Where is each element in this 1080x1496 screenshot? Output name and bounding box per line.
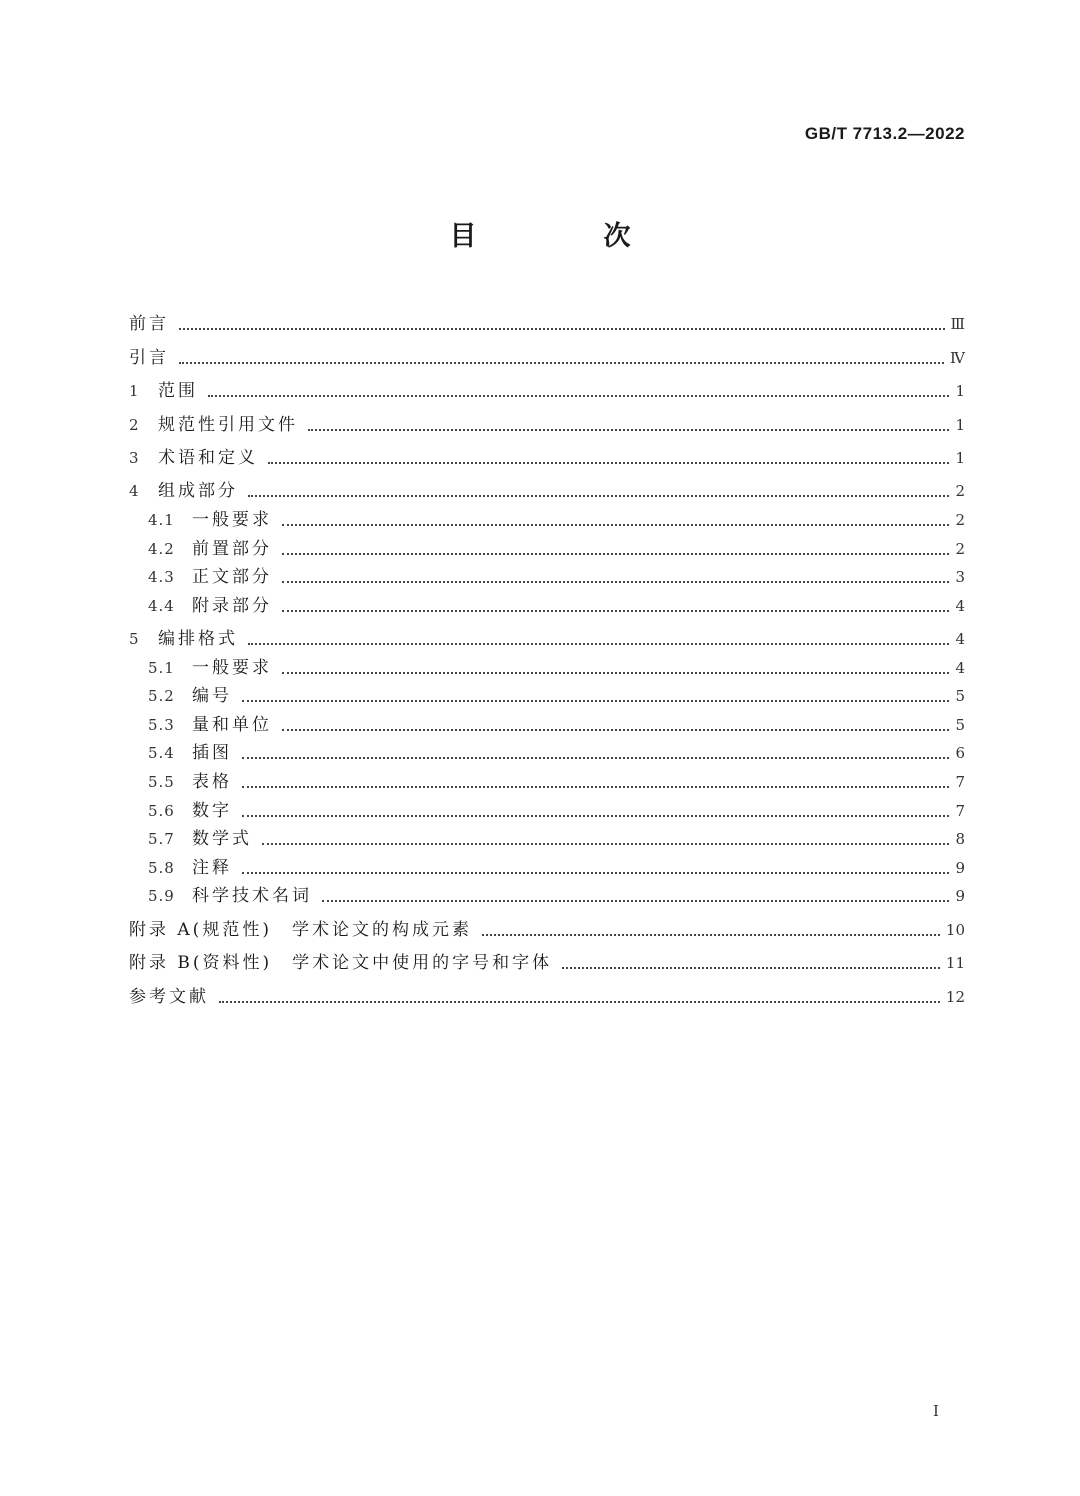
toc-dot-leader — [268, 462, 949, 464]
toc-entry[interactable] — [129, 402, 965, 435]
toc-entry-number: 4 — [129, 482, 139, 501]
toc-entry-page: 2 — [955, 482, 965, 501]
toc-entry-number: 5.5 — [148, 773, 175, 792]
toc-dot-leader — [308, 429, 949, 431]
toc-entry-label: 前置部分 — [192, 538, 272, 559]
toc-dot-leader — [242, 757, 949, 759]
toc-subentry[interactable] — [129, 764, 965, 793]
toc-entry[interactable] — [129, 469, 965, 502]
toc-dot-leader — [242, 786, 949, 788]
page-number: I — [933, 1402, 939, 1420]
toc-entry-label: 数学式 — [192, 829, 252, 850]
toc-dot-leader — [482, 934, 940, 936]
toc-entry-label: 编排格式 — [158, 629, 238, 650]
standard-code: GB/T 7713.2—2022 — [804, 124, 965, 143]
toc-entry[interactable] — [129, 436, 965, 469]
toc-dot-leader — [282, 553, 949, 555]
toc-entry[interactable] — [129, 974, 965, 1007]
toc-entry-label: 一般要求 — [192, 509, 272, 530]
toc-entry-page: 2 — [955, 510, 965, 529]
toc-dot-leader — [322, 900, 949, 902]
toc-entry-label: 附录部分 — [192, 595, 272, 616]
toc-subentry[interactable] — [129, 679, 965, 708]
toc-entry-number: 5.6 — [148, 801, 175, 820]
toc-entry-label: 正文部分 — [192, 567, 272, 588]
toc-entry-number: 5.8 — [148, 858, 175, 877]
toc-entry-label: 科学技术名词 — [192, 886, 312, 907]
page-title: 目 次 — [449, 221, 681, 252]
toc-entry-page: 11 — [945, 954, 965, 973]
toc-entry-label: 参考文献 — [129, 986, 209, 1007]
toc-subentry[interactable] — [129, 707, 965, 736]
toc-dot-leader — [179, 328, 945, 330]
toc-entry-label: 前言 — [129, 314, 169, 335]
toc-dot-leader — [262, 843, 949, 845]
toc-entry-number: 4.2 — [148, 539, 175, 558]
toc-entry-page: 6 — [955, 744, 965, 763]
table-of-contents — [129, 302, 965, 1008]
toc-entry-number: 5 — [129, 630, 139, 649]
toc-entry-page: 1 — [955, 415, 965, 434]
toc-entry-label: 数字 — [192, 800, 232, 821]
toc-entry-number: 5.2 — [148, 687, 175, 706]
toc-entry-label: 表格 — [192, 772, 232, 793]
toc-entry-page: Ⅳ — [950, 348, 965, 367]
toc-entry-label: 范围 — [158, 381, 198, 402]
toc-entry-page: 9 — [955, 887, 965, 906]
toc-entry-page: Ⅲ — [950, 315, 965, 334]
toc-entry-number: 1 — [129, 382, 139, 401]
toc-subentry[interactable] — [129, 793, 965, 822]
toc-subentry[interactable] — [129, 736, 965, 765]
toc-dot-leader — [242, 700, 949, 702]
toc-entry-label: 编号 — [192, 686, 232, 707]
toc-entry-number: 4.4 — [148, 596, 175, 615]
toc-entry-page: 1 — [955, 382, 965, 401]
toc-subentry[interactable] — [129, 531, 965, 560]
toc-entry-page: 1 — [955, 448, 965, 467]
toc-entry-page: 7 — [955, 801, 965, 820]
toc-entry-number: 3 — [129, 448, 139, 467]
toc-subentry[interactable] — [129, 822, 965, 851]
toc-dot-leader — [248, 643, 949, 645]
toc-dot-leader — [179, 362, 944, 364]
toc-dot-leader — [242, 872, 949, 874]
toc-entry-page: 5 — [955, 715, 965, 734]
toc-entry-label: 附录 A(规范性) 学术论文的构成元素 — [129, 919, 472, 940]
toc-entry-label: 注释 — [192, 857, 232, 878]
toc-subentry[interactable] — [129, 850, 965, 879]
toc-dot-leader — [282, 729, 949, 731]
toc-entry-page: 3 — [955, 568, 965, 587]
toc-entry[interactable] — [129, 335, 965, 368]
toc-dot-leader — [562, 967, 940, 969]
toc-entry[interactable] — [129, 617, 965, 650]
toc-dot-leader — [219, 1001, 940, 1003]
toc-dot-leader — [282, 672, 949, 674]
toc-entry-page: 9 — [955, 858, 965, 877]
toc-subentry[interactable] — [129, 502, 965, 531]
toc-subentry[interactable] — [129, 560, 965, 589]
toc-entry[interactable] — [129, 941, 965, 974]
toc-entry-label: 一般要求 — [192, 657, 272, 678]
toc-entry-page: 4 — [955, 596, 965, 615]
toc-entry-number: 5.3 — [148, 715, 175, 734]
toc-entry[interactable] — [129, 302, 965, 335]
toc-dot-leader — [208, 395, 949, 397]
toc-entry-label: 规范性引用文件 — [158, 414, 298, 435]
toc-dot-leader — [282, 524, 949, 526]
toc-subentry[interactable] — [129, 650, 965, 679]
toc-entry-page: 4 — [955, 630, 965, 649]
toc-entry-number: 5.4 — [148, 744, 175, 763]
toc-entry-label: 量和单位 — [192, 714, 272, 735]
toc-entry-page: 8 — [955, 830, 965, 849]
toc-entry-label: 术语和定义 — [158, 447, 258, 468]
toc-entry-number: 5.9 — [148, 887, 175, 906]
toc-entry-number: 4.1 — [148, 510, 175, 529]
toc-entry-number: 5.1 — [148, 658, 175, 677]
toc-subentry[interactable] — [129, 588, 965, 617]
toc-entry-page: 10 — [945, 920, 965, 939]
toc-subentry[interactable] — [129, 879, 965, 908]
toc-entry-number: 2 — [129, 415, 139, 434]
toc-entry-number: 4.3 — [148, 568, 175, 587]
toc-entry-page: 4 — [955, 658, 965, 677]
toc-entry[interactable] — [129, 907, 965, 940]
toc-entry-label: 插图 — [192, 743, 232, 764]
toc-entry[interactable] — [129, 369, 965, 402]
toc-entry-label: 组成部分 — [158, 481, 238, 502]
toc-dot-leader — [282, 610, 949, 612]
toc-dot-leader — [248, 495, 949, 497]
toc-entry-label: 引言 — [129, 347, 169, 368]
toc-entry-page: 5 — [955, 687, 965, 706]
toc-entry-label: 附录 B(资料性) 学术论文中使用的字号和字体 — [129, 953, 553, 974]
toc-entry-page: 12 — [945, 987, 965, 1006]
toc-dot-leader — [242, 815, 949, 817]
toc-dot-leader — [282, 581, 949, 583]
toc-entry-page: 7 — [955, 773, 965, 792]
toc-entry-page: 2 — [955, 539, 965, 558]
toc-entry-number: 5.7 — [148, 830, 175, 849]
